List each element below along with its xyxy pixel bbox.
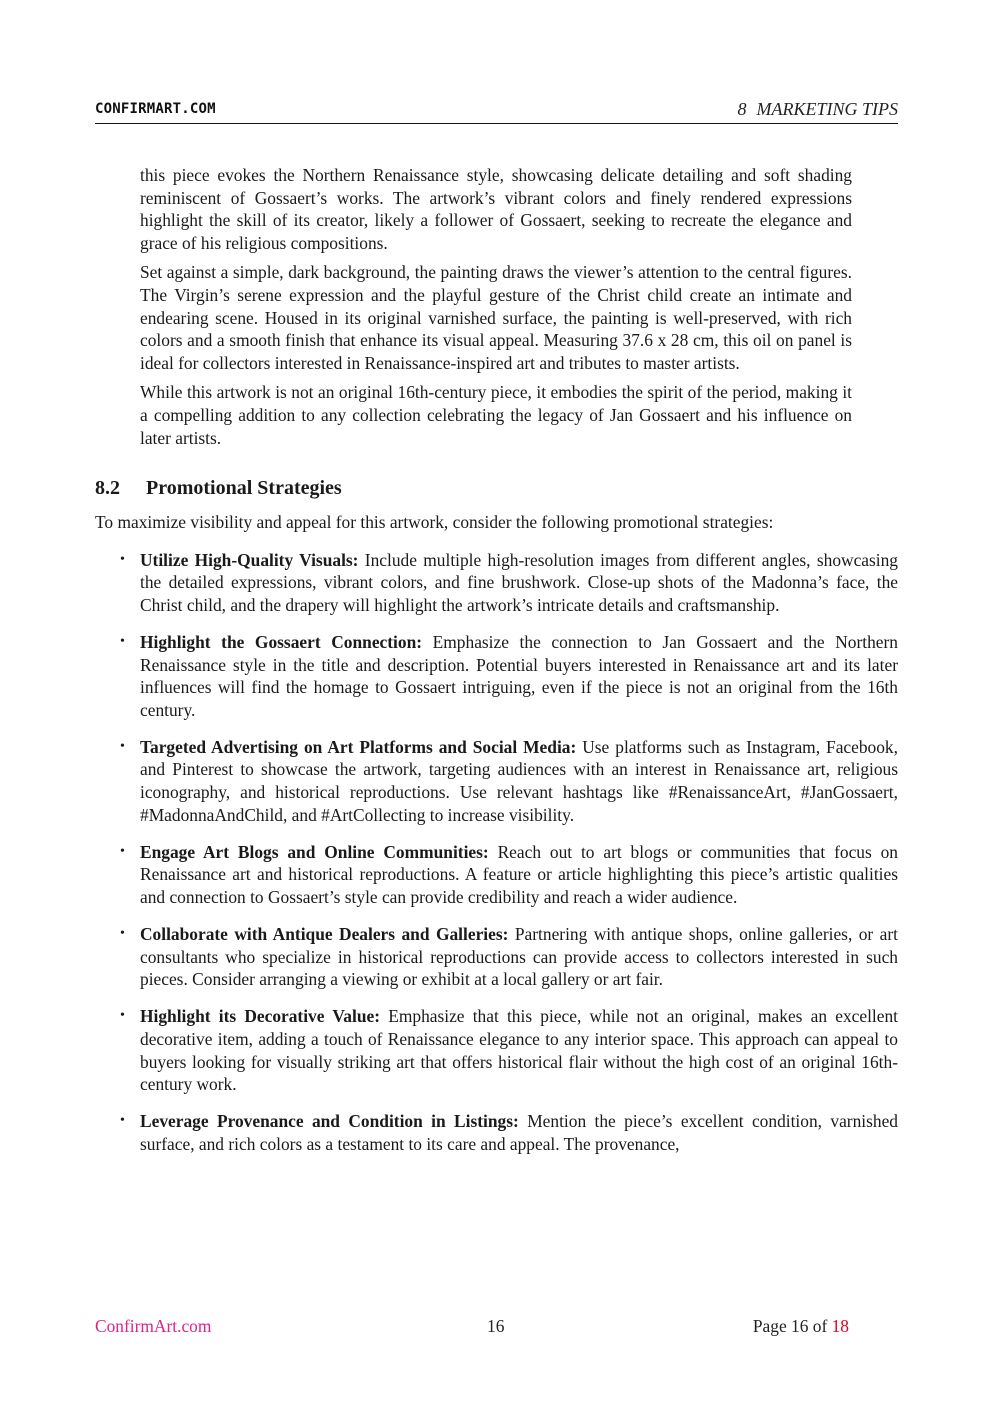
footer-page-count — [753, 1316, 849, 1337]
strategy-text: Use platforms such as Instagram, Facebook, and Pinterest to showcase the artwork, targeting audiences with an interest in Renaissance art, religious iconography, and historical reproductions. Use relevant hashtags like #RenaissanceArt, #JanGossaert, #MadonnaAndChild, and #ArtCollecting to increase visibility. — [140, 736, 898, 825]
strategy-title: Highlight its Decorative Value: — [140, 1006, 381, 1027]
list-item — [95, 1110, 898, 1155]
strategy-text: Emphasize that this piece, while not an original, makes an excellent decorative item, adding a touch of Renaissance elegance to any interior space. This approach can appeal to buyers looking for visually striking art that offers historical flair without the high cost of an original 16th-century work. — [140, 1006, 898, 1095]
bullet-icon: • — [120, 843, 125, 859]
artwork-description — [140, 164, 852, 449]
page-total-link[interactable]: 18 — [831, 1316, 849, 1336]
list-item — [95, 549, 898, 617]
bullet-icon: • — [120, 551, 125, 567]
strategy-text: Partnering with antique shops, online galleries, or art consultants who specialize in historical reproductions can provide access to collectors interested in such pieces. Consider arranging a viewing or exhibit at a local gallery or art fair. — [140, 924, 899, 990]
page-label: Page 16 of — [752, 1316, 828, 1336]
bullet-icon: • — [120, 926, 125, 942]
list-item — [95, 736, 898, 826]
strategy-list — [95, 549, 898, 1156]
bullet-icon: • — [120, 634, 125, 649]
page-header — [95, 96, 898, 124]
strategy-title: Utilize High-Quality Visuals: — [140, 549, 359, 570]
list-item — [95, 841, 898, 909]
strategy-title: Highlight the Gossaert Connection: — [140, 632, 423, 652]
strategy-title: Leverage Provenance and Condition in Listings: — [140, 1111, 519, 1132]
list-item — [95, 923, 898, 991]
section-title: Promotional Strategies — [146, 477, 342, 500]
bullet-icon: • — [120, 1113, 125, 1129]
page-footer — [95, 1316, 849, 1340]
description-paragraph: While this artwork is not an original 16th-century piece, it embodies the spirit of the period, making it a compelling addition to any collection celebrating the legacy of Jan Gossaert and his influence on later artists. — [140, 382, 852, 448]
section-heading — [95, 475, 898, 501]
page-content — [95, 164, 898, 1170]
strategy-text: Include multiple high-resolution images from different angles, showcasing the detailed expressions, vibrant colors, and fine brushwork. Close-up shots of the Madonna’s face, the Christ child, and the drapery will highlight the artwork’s intricate details and craftsmanship. — [140, 549, 898, 615]
strategy-text: Emphasize the connection to Jan Gossaert and the Northern Renaissance style in the title and description. Potential buyers interested in Renaissance art and its later influences will find the homage to Gossaert intriguing, even if the piece is not an original from the 16th century. — [140, 632, 898, 720]
section-intro: To maximize visibility and appeal for this artwork, consider the following promotional strategies: — [95, 512, 774, 533]
strategy-title: Targeted Advertising on Art Platforms and Social Media: — [140, 736, 577, 757]
footer-site-link[interactable]: ConfirmArt.com — [95, 1316, 212, 1336]
strategy-title: Collaborate with Antique Dealers and Galleries: — [140, 924, 509, 945]
bullet-icon: • — [120, 738, 125, 754]
list-item — [95, 631, 898, 721]
chapter-number: 8 — [737, 99, 747, 119]
section-number: 8.2 — [95, 477, 120, 500]
bullet-icon: • — [120, 1008, 125, 1024]
chapter-title: MARKETING TIPS — [756, 99, 898, 119]
strategy-text: Mention the piece’s excellent condition, varnished surface, and rich colors as a testament to its care and appeal. The provenance, — [140, 1111, 898, 1154]
strategy-title: Engage Art Blogs and Online Communities: — [140, 841, 489, 862]
site-logo: CONFIRMART.COM — [95, 101, 216, 117]
strategy-text: Reach out to art blogs or communities that focus on Renaissance art and historical reproductions. A feature or article highlighting this piece’s artistic qualities and connection to Gossaert’s style can provide credibility and reach a wider audience. — [140, 841, 899, 907]
description-paragraph: Set against a simple, dark background, the painting draws the viewer’s attention to the central figures. The Virgin’s serene expression and the playful gesture of the Christ child create an intimate and endearing scene. Housed in its original varnished surface, the painting is well-preserved, with rich colors and a smooth finish that enhance its visual appeal. Measuring 37.6 x 28 cm, this oil on panel is ideal for collectors interested in Renaissance-inspired art and tributes to master artists. — [140, 262, 852, 373]
description-paragraph: this piece evokes the Northern Renaissance style, showcasing delicate detailing and soft shading reminiscent of Gossaert’s works. The artwork’s vibrant colors and finely rendered expressions highlight the skill of its creator, likely a follower of Gossaert, seeking to recreate the elegance and grace of his religious compositions. — [140, 165, 852, 253]
list-item — [95, 1005, 898, 1095]
footer-page-number: 16 — [487, 1316, 505, 1336]
running-chapter-title — [738, 99, 899, 120]
